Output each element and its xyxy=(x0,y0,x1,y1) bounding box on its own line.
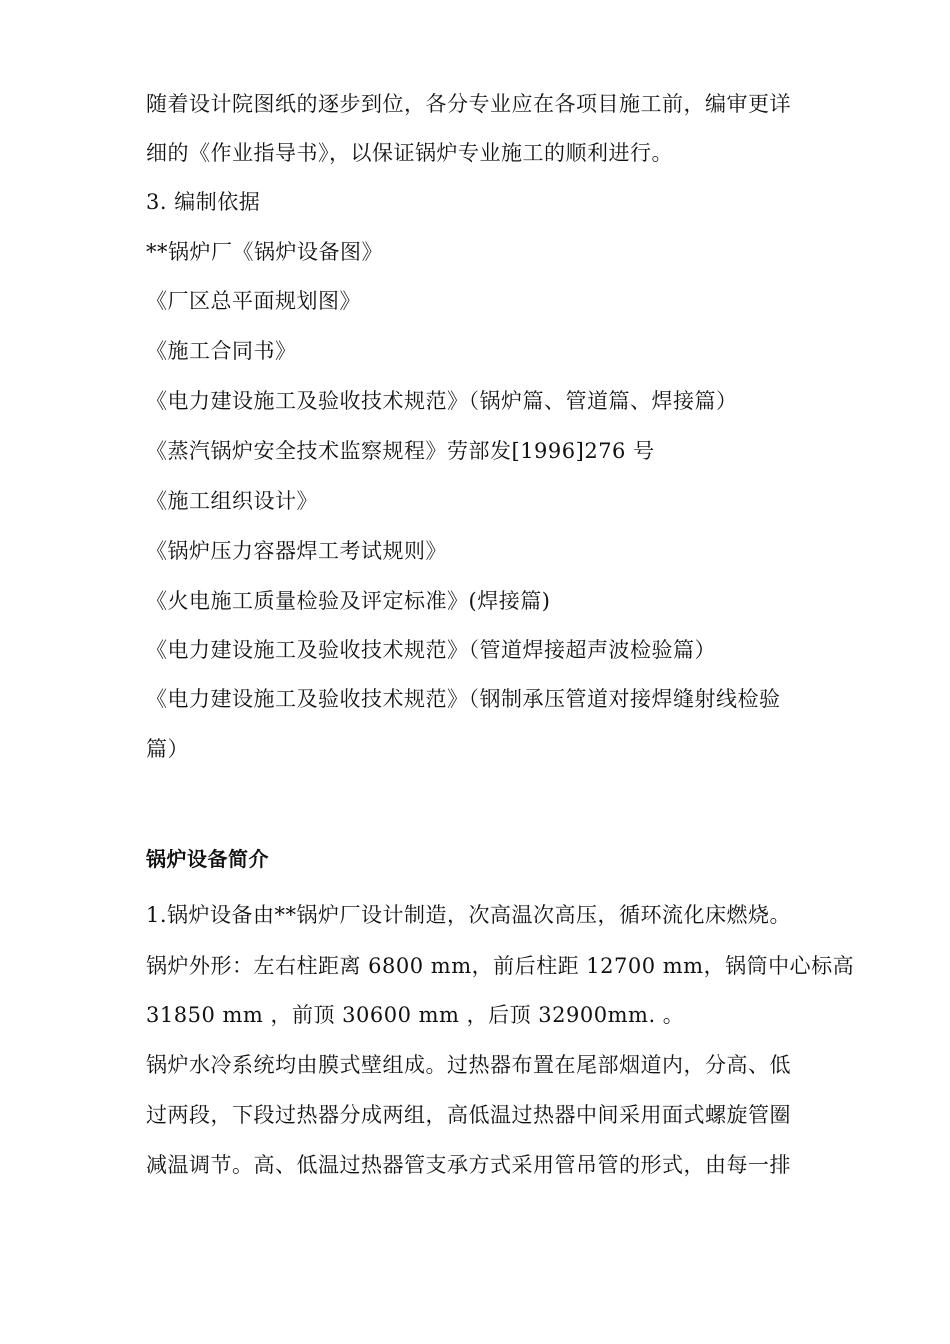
basis-item: 《施工组织设计》 xyxy=(146,489,318,513)
section-line: 过两段，下段过热器分成两组，高低温过热器中间采用面式螺旋管圈 xyxy=(146,1103,791,1127)
basis-item: **锅炉厂《锅炉设备图》 xyxy=(146,240,383,264)
section-line: 减温调节。高、低温过热器管支承方式采用管吊管的形式，由每一排 xyxy=(146,1153,791,1177)
basis-item: 《施工合同书》 xyxy=(146,339,297,363)
basis-heading: 3. 编制依据 xyxy=(146,190,261,214)
intro-line-2: 细的《作业指导书》，以保证锅炉专业施工的顺利进行。 xyxy=(146,141,673,165)
section-line: 1.锅炉设备由**锅炉厂设计制造，次高温次高压，循环流化床燃烧。 xyxy=(146,903,792,927)
basis-item-continuation: 篇） xyxy=(146,737,189,761)
basis-item: 《电力建设施工及验收技术规范》（管道焊接超声波检验篇） xyxy=(146,638,716,662)
section-title: 锅炉设备简介 xyxy=(146,847,269,871)
section-line: 锅炉水冷系统均由膜式壁组成。过热器布置在尾部烟道内，分高、低 xyxy=(146,1053,791,1077)
basis-item: 《电力建设施工及验收技术规范》（钢制承压管道对接焊缝射线检验 xyxy=(146,687,781,711)
basis-item: 《厂区总平面规划图》 xyxy=(146,289,361,313)
section-line: 锅炉外形：左右柱距离 6800 mm，前后柱距 12700 mm，锅筒中心标高 xyxy=(146,954,855,978)
basis-item: 《锅炉压力容器焊工考试规则》 xyxy=(146,539,447,563)
basis-item: 《蒸汽锅炉安全技术监察规程》劳部发[1996]276 号 xyxy=(146,439,655,463)
section-line: 31850 mm ，前顶 30600 mm ，后顶 32900mm. 。 xyxy=(146,1003,685,1027)
basis-item: 《电力建设施工及验收技术规范》（锅炉篇、管道篇、焊接篇） xyxy=(146,389,738,413)
basis-item: 《火电施工质量检验及评定标准》(焊接篇) xyxy=(146,589,551,613)
intro-line-1: 随着设计院图纸的逐步到位，各分专业应在各项目施工前，编审更详 xyxy=(146,92,791,116)
